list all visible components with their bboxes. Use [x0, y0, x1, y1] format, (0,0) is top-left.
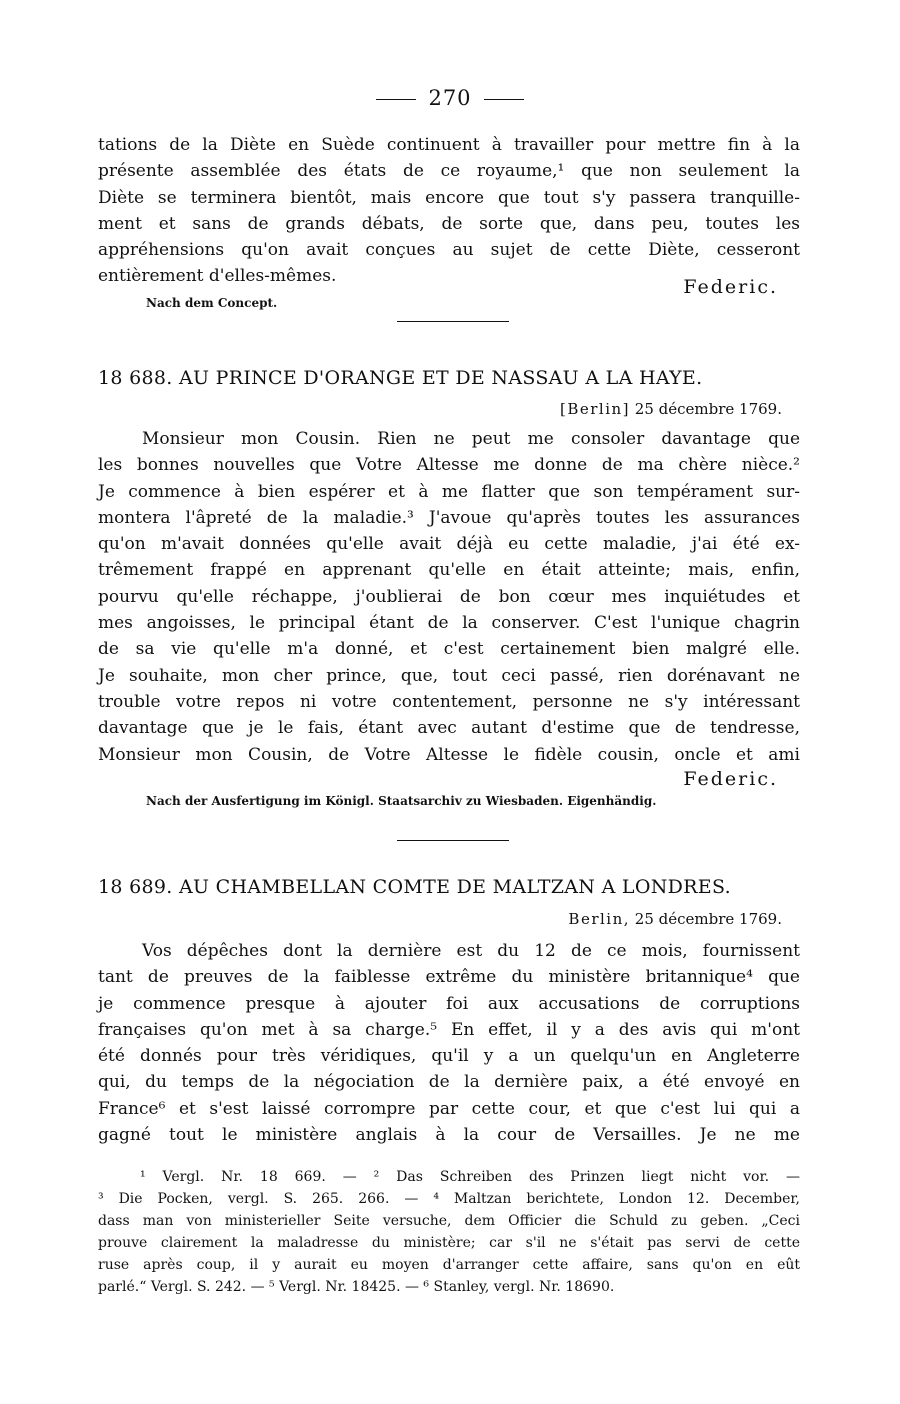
text-line: France⁶ et s'est laissé corrompre par cette cour, et que c'est lui qui a	[98, 1098, 800, 1119]
text-line: mes angoisses, le principal étant de la conserver. C'est l'unique chagrin	[98, 613, 800, 634]
section-divider	[397, 321, 509, 322]
footnote-line: ³ Die Pocken, vergl. S. 265. 266. — ⁴ Maltzan berichtete, London 12. December,	[98, 1191, 800, 1207]
text-line: de sa vie qu'elle m'a donné, et c'est certainement bien malgré elle.	[98, 639, 800, 660]
page-number-header	[0, 86, 900, 110]
letter-dateline	[568, 910, 782, 928]
page-number: 270	[428, 86, 472, 110]
text-line: davantage que je le fais, étant avec autant d'estime que de tendresse,	[98, 718, 800, 739]
signature: Federic.	[683, 768, 778, 790]
text-line: pourvu qu'elle réchappe, j'oublierai de bon cœur mes inquiétudes et	[98, 586, 800, 607]
text-line: je commence presque à ajouter foi aux accusations de corruptions	[98, 993, 800, 1014]
text-line: présente assemblée des états de ce royaume,¹ que non seulement la	[98, 161, 800, 182]
text-line: Diète se terminera bientôt, mais encore que tout s'y passera tranquille-	[98, 187, 800, 208]
text-line: tations de la Diète en Suède continuent à travailler pour mettre fin à la	[98, 135, 800, 155]
text-line: trêmement frappé en apprenant qu'elle en était atteinte; mais, enfin,	[98, 560, 800, 581]
date-place: Berlin,	[568, 910, 631, 928]
signature: Federic.	[683, 276, 778, 298]
text-line: Monsieur mon Cousin, de Votre Altesse le fidèle cousin, oncle et ami	[98, 744, 800, 765]
text-line: Vos dépêches dont la dernière est du 12 de ce mois, fournissent	[142, 941, 800, 961]
letter-heading: 18 688. AU PRINCE D'ORANGE ET DE NASSAU A LA HAYE.	[98, 367, 703, 389]
text-line: gagné tout le ministère anglais à la cour de Versailles. Je ne me	[98, 1125, 800, 1146]
header-dash-left	[376, 99, 416, 100]
text-line: appréhensions qu'on avait conçues au sujet de cette Diète, cesseront	[98, 240, 800, 261]
footnote-line: dass man von ministerieller Seite versuche, dem Officier die Schuld zu geben. „Ceci	[98, 1213, 800, 1229]
source-note: Nach der Ausfertigung im Königl. Staatsarchiv zu Wiesbaden. Eigenhändig.	[146, 794, 657, 808]
letter-body	[98, 426, 800, 768]
footnote-line: ¹ Vergl. Nr. 18 669. — ² Das Schreiben des Prinzen liegt nicht vor. —	[140, 1169, 800, 1185]
text-line: qui, du temps de la négociation de la dernière paix, a été envoyé en	[98, 1072, 800, 1093]
text-line: les bonnes nouvelles que Votre Altesse me donne de ma chère nièce.²	[98, 455, 800, 476]
text-line: été donnés pour très véridiques, qu'il y a un quelqu'un en Angleterre	[98, 1046, 800, 1067]
text-line: Je souhaite, mon cher prince, que, tout ceci passé, rien dorénavant ne	[98, 665, 800, 686]
letter-body	[98, 938, 800, 1148]
text-line: Je commence à bien espérer et à me flatter que son tempérament sur-	[98, 481, 800, 502]
footnote-line: prouve clairement la maladresse du ministère; car s'il ne s'était pas servi de cette	[98, 1235, 800, 1251]
text-line: françaises qu'on met à sa charge.⁵ En effet, il y a des avis qui m'ont	[98, 1019, 800, 1040]
text-line: montera l'âpreté de la maladie.³ J'avoue qu'après toutes les assurances	[98, 507, 800, 528]
text-line: Monsieur mon Cousin. Rien ne peut me consoler davantage que	[142, 429, 800, 449]
text-line: qu'on m'avait données qu'elle avait déjà eu cette maladie, j'ai été ex-	[98, 534, 800, 555]
continuation-paragraph	[98, 132, 800, 290]
text-line: tant de preuves de la faiblesse extrême du ministère britannique⁴ que	[98, 967, 800, 988]
header-dash-right	[484, 99, 524, 100]
footnote-line: ruse après coup, il y aurait eu moyen d'arranger cette affaire, sans qu'on en eût	[98, 1257, 800, 1273]
date: 25 décembre 1769.	[634, 910, 782, 928]
source-note: Nach dem Concept.	[146, 296, 278, 310]
letter-heading: 18 689. AU CHAMBELLAN COMTE DE MALTZAN A LONDRES.	[98, 876, 731, 898]
footnote-line: parlé.“ Vergl. S. 242. — ⁵ Vergl. Nr. 18425. — ⁶ Stanley, vergl. Nr. 18690.	[98, 1279, 615, 1295]
letter-dateline	[560, 400, 782, 418]
text-line: entièrement d'elles-mêmes.	[98, 266, 337, 287]
text-line: ment et sans de grands débats, de sorte que, dans peu, toutes les	[98, 213, 800, 234]
section-divider	[397, 840, 509, 841]
date: 25 décembre 1769.	[634, 400, 782, 418]
date-place: [Berlin]	[559, 400, 631, 418]
footnotes	[98, 1166, 800, 1298]
text-line: trouble votre repos ni votre contentement, personne ne s'y intéressant	[98, 691, 800, 712]
